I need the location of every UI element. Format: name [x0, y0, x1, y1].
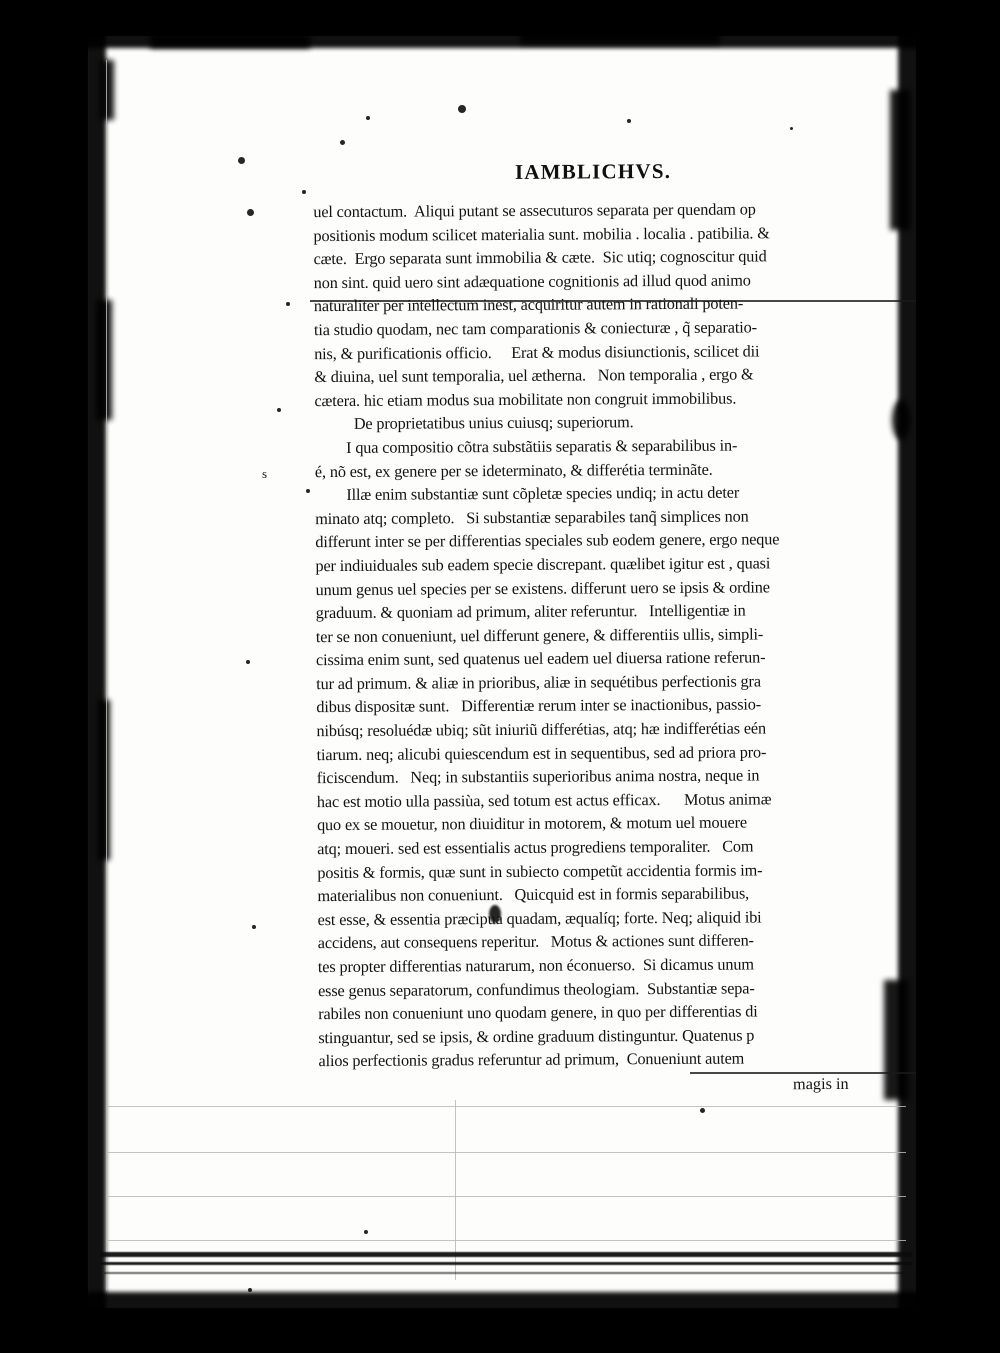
ink-speck: [247, 209, 254, 216]
body-line: rabiles non conueniunt uno quodam genere, in quo per differentias di: [318, 1001, 758, 1024]
scan-guide-line: [106, 1106, 906, 1107]
body-line: stinguantur, sed se ipsis, & ordine graduum distinguntur. Quatenus p: [318, 1025, 755, 1047]
body-line: Illæ enim substantiæ sunt cõpletæ species undiq; in actu deter: [314, 482, 740, 505]
body-line: cætera. hic etiam modus sua mobilitate non congruit immobilibus.: [314, 388, 737, 410]
ink-speck: [340, 140, 345, 145]
body-line: accidens, aut consequens reperitur. Motus & actiones sunt differen-: [317, 930, 754, 953]
body-line: positionis modum scilicet materialia sunt. mobilia . localia . patibilia. &: [313, 222, 770, 245]
ink-speck: [366, 116, 370, 120]
body-line: dibus dispositæ sunt. Differentiæ rerum inter se inactionibus, passio-: [316, 694, 762, 717]
ink-speck: [248, 1288, 252, 1292]
ink-speck: [286, 302, 290, 306]
page-edge-nibble: [98, 700, 110, 860]
ink-speck: [252, 925, 256, 929]
body-line: non sint. quid uero sint adæquatione cognitionis ad illud quod animo: [313, 270, 751, 292]
body-line: tiarum. neq; alicubi quiescendum est in sequentibus, sed ad priora pro-: [316, 742, 767, 764]
scan-guide-line: [106, 1196, 906, 1197]
body-line: nibúsq; resoluédæ ubiq; sũt iniuriũ differétias, atq; hæ indifferétias eén: [316, 718, 767, 741]
scan-dark-band: [100, 1262, 912, 1265]
body-line: esse genus separatorum, confundimus theologiam. Substantiæ sepa-: [317, 978, 755, 1000]
ink-speck: [458, 105, 466, 113]
body-line: per indiuiduales sub eadem specie discrepant. quælibet igitur est , quasi: [315, 553, 771, 576]
ink-blob: [936, 424, 952, 452]
body-line: est esse, & essentia præcipua quadam, æqualíq; forte. Neq; aliquid ibi: [317, 907, 762, 929]
body-line: tes propter differentias naturarum, non éconuerso. Si dicamus unum: [317, 954, 754, 977]
body-line: tia studio quodam, nec tam comparationis & coniecturæ , q̃ separatio-: [313, 317, 757, 340]
page-edge-nibble: [150, 34, 310, 48]
body-line: quo ex se mouetur, non diuiditur in motorem, & motum uel mouere: [316, 812, 747, 835]
ink-speck: [302, 190, 306, 194]
body-line: unum genus uel species per se existens. differunt uero se ipsis & ordine: [315, 576, 770, 599]
body-line: graduum. & quoniam ad primum, aliter referuntur. Intelligentiæ in: [315, 600, 746, 623]
catchword: magis in: [792, 1073, 849, 1094]
ink-speck: [700, 1108, 705, 1113]
body-line: minato atq; completo. Si substantiæ separabiles tanq̃ simplices non: [315, 506, 749, 528]
body-line: materialibus non conueniunt. Quicquid est in formis separabilibus,: [317, 883, 750, 906]
body-line: ter se non conueniunt, uel differunt genere, & differentiis ullis, simpli-: [315, 624, 764, 646]
body-line: alios perfectionis gradus referuntur ad primum, Conueniunt autem: [318, 1048, 745, 1071]
body-line: atq; moueri. sed est essentialis actus progrediens temporaliter. Com: [317, 836, 754, 859]
scan-guide-line: [106, 1240, 906, 1241]
page-edge-nibble: [100, 60, 114, 120]
scan-guide-line: [106, 1152, 906, 1153]
body-line: I qua compositio cõtra substãtiis separatis & separabilibus in-: [314, 435, 738, 458]
section-subheading: De proprietatibus unius cuiusq; superiorum.: [314, 412, 634, 434]
page-edge-nibble: [96, 300, 112, 420]
text-column: [313, 158, 879, 1097]
body-line: tur ad primum. & aliæ in prioribus, aliæ in sequétibus perfectionis gra: [316, 671, 761, 694]
ink-speck: [238, 157, 245, 164]
body-line: hac est motio ulla passiùa, sed totum est actus efficax. Motus animæ: [316, 789, 772, 811]
ink-speck: [306, 489, 310, 493]
ink-speck: [627, 119, 631, 123]
marginal-note: s: [262, 466, 268, 481]
page-edge-nibble: [884, 980, 908, 1100]
ink-speck: [790, 127, 793, 130]
ink-speck: [364, 1230, 368, 1234]
body-line: uel contactum. Aliqui putant se assecuturos separata per quendam op: [313, 199, 756, 222]
ink-speck: [277, 408, 281, 412]
scan-dark-band: [104, 1272, 904, 1274]
page-edge-nibble: [892, 400, 910, 440]
scan-dark-band: [100, 1252, 912, 1257]
page-title: IAMBLICHVS.: [514, 158, 672, 184]
body-line: differunt inter se per differentias speciales sub eodem genere, ergo neque: [315, 529, 780, 552]
body-line: ficiscendum. Neq; in substantiis superioribus anima nostra, neque in: [316, 765, 760, 788]
page-edge-nibble: [890, 90, 910, 230]
page-edge-nibble: [520, 32, 720, 44]
body-line: & diuina, uel sunt temporalia, uel ætherna. Non temporalia , ergo &: [314, 364, 754, 387]
ink-speck: [246, 660, 250, 664]
body-line: positis & formis, quæ sunt in subiecto competũt accidentia formis im-: [317, 860, 763, 882]
body-line: cæte. Ergo separata sunt immobilia & cæte. Sic utiq; cognoscitur quid: [313, 246, 767, 269]
body-line: naturaliter per intellectum inest, acquiritur autem in rationali poten-: [313, 293, 744, 316]
body-line: nis, & purificationis officio. Erat & modus disiunctionis, scilicet dii: [314, 340, 760, 363]
body-line: cissima enim sunt, sed quatenus uel eadem uel diuersa ratione referun-: [315, 647, 766, 670]
body-line: é, nõ est, ex genere per se ideterminato, & differétia terminãte.: [314, 459, 713, 481]
